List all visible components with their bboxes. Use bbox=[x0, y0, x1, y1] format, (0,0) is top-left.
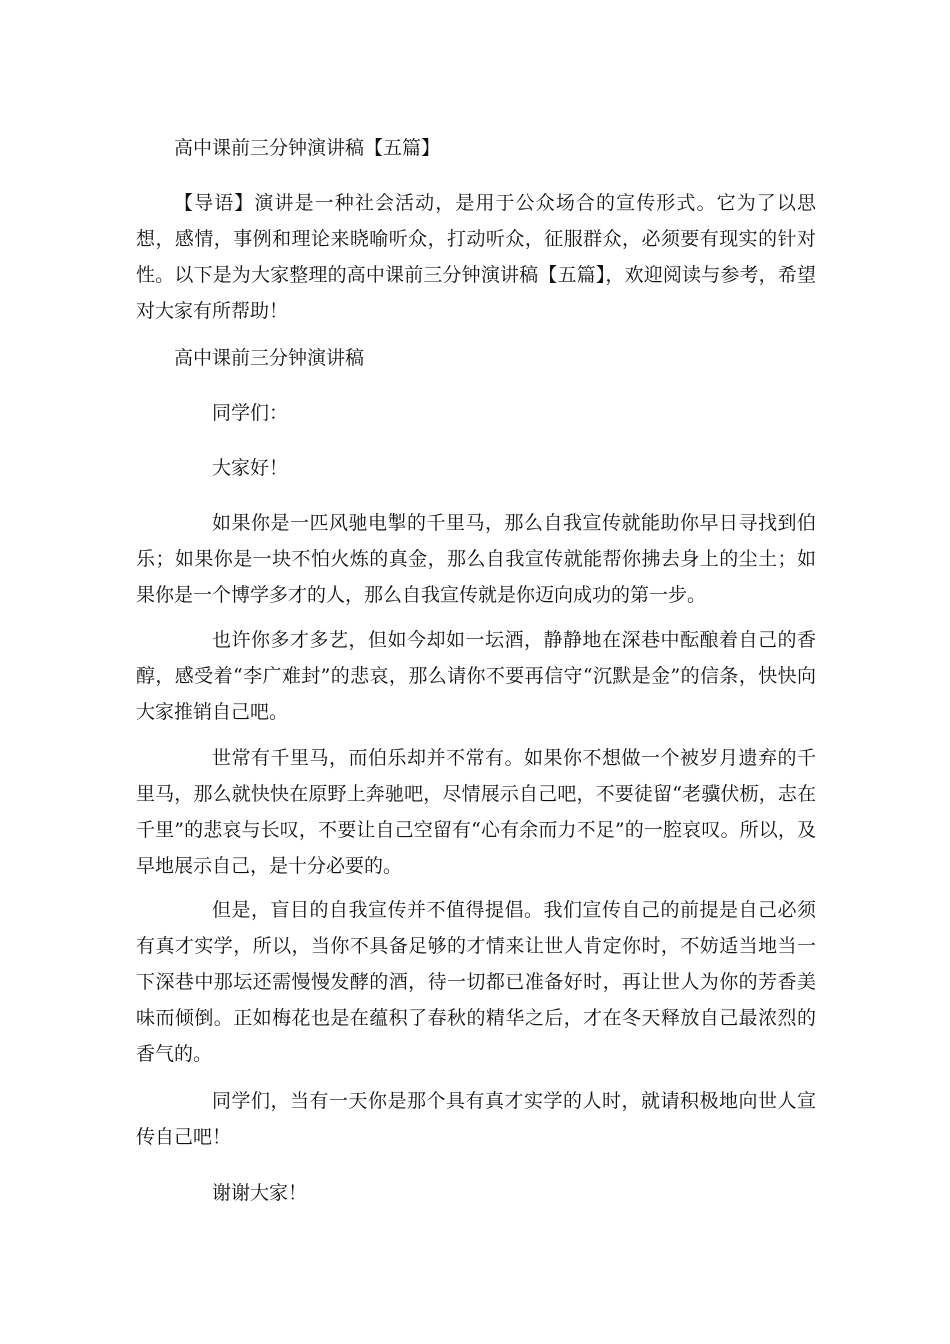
greeting-hello: 大家好！ bbox=[212, 457, 289, 479]
section-title: 高中课前三分钟演讲稿 bbox=[174, 347, 365, 369]
intro-paragraph: 【导语】演讲是一种社会活动，是用于公众场合的宣传形式。它为了以思想，感情，事例和理论来晓喻听众，打动听众，征服群众，必须要有现实的针对性。以下是为大家整理的高中课前三分钟演讲稿【五篇】，欢迎阅读与参考，希望对大家有所帮助！ bbox=[136, 192, 816, 322]
body-paragraph: 世常有千里马，而伯乐却并不常有。如果你不想做一个被岁月遗弃的千里马，那么就快快在原野上奔驰吧，尽情展示自己吧，不要徒留“老骥伏枥，志在千里”的悲哀与长叹，不要让自己空留有“心有余而力不足”的一腔哀叹。所以，及早地展示自己，是十分必要的。 bbox=[136, 747, 816, 877]
document-title: 高中课前三分钟演讲稿【五篇】 bbox=[174, 137, 441, 159]
body-paragraph: 同学们，当有一天你是那个具有真才实学的人时，就请积极地向世人宣传自己吧！ bbox=[136, 1090, 816, 1148]
closing-thanks: 谢谢大家！ bbox=[212, 1182, 308, 1204]
body-paragraph: 但是，盲目的自我宣传并不值得提倡。我们宣传自己的前提是自己必须有真才实学，所以，当你不具备足够的才情来让世人肯定你时，不妨适当地当一下深巷中那坛还需慢慢发酵的酒，待一切都已准备好时，再让世人为你的芳香美味而倾倒。正如梅花也是在蕴积了春秋的精华之后，才在冬天释放自己最浓烈的香气的。 bbox=[136, 899, 816, 1065]
body-paragraph: 也许你多才多艺，但如今却如一坛酒，静静地在深巷中酝酿着自己的香醇，感受着“李广难封”的悲哀，那么请你不要再信守“沉默是金”的信条，快快向大家推销自己吧。 bbox=[136, 629, 816, 723]
body-paragraph: 如果你是一匹风驰电掣的千里马，那么自我宣传就能助你早日寻找到伯乐；如果你是一块不怕火炼的真金，那么自我宣传就能帮你拂去身上的尘土；如果你是一个博学多才的人，那么自我宣传就是你迈向成功的第一步。 bbox=[136, 512, 816, 606]
greeting-classmates: 同学们： bbox=[212, 402, 289, 424]
